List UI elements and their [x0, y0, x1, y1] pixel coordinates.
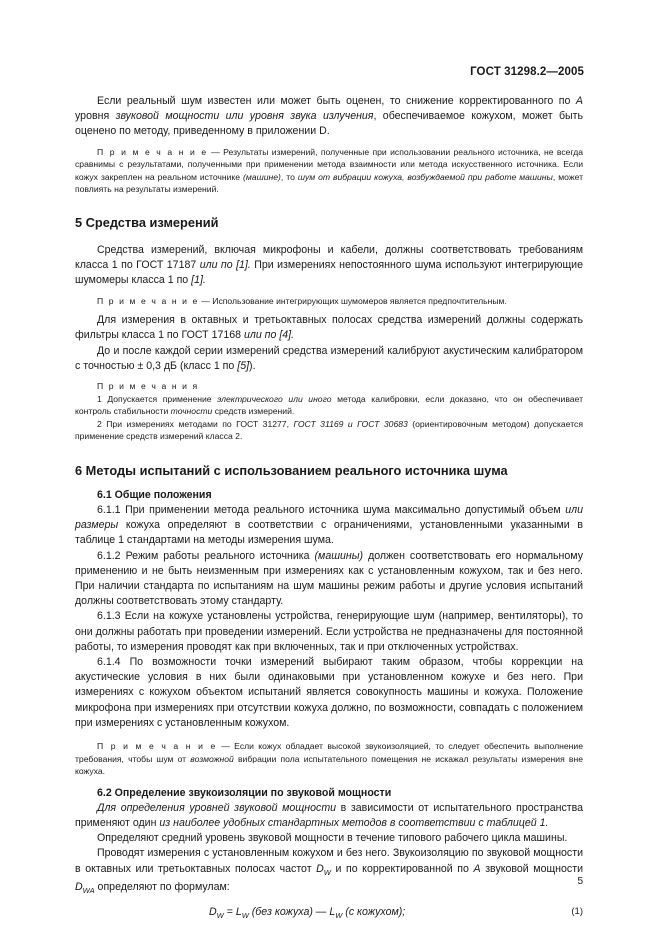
document-header: ГОСТ 31298.2—2005 — [470, 66, 584, 78]
subsection-6-1-title: 6.1 Общие положения — [97, 488, 212, 501]
intro-note: П р и м е ч а н и е — Результаты измерений, полученные при использовании реального источника, не всегда сравнимы с результатами, полученными при применении метода взаимности или метода искусственного источника. Если кожух закреплен на реальном источнике (машине), то шум от вибрации кожуха, возбуждаемой при работе машины, может повлиять на результаты измерений. — [75, 146, 584, 195]
paragraph-6-2-b: Определяют средний уровень звуковой мощности в течение типового рабочего цикла машины. — [97, 832, 568, 845]
page-number: 5 — [577, 876, 583, 887]
section5-paragraph-2: Для измерения в октавных и третьоктавных полосах средства измерений должны содержать фильтры класса 1 по ГОСТ 17168 или по [4]. — [75, 314, 583, 342]
section5-title: 5 Средства измерений — [75, 214, 219, 230]
section5-paragraph-3: До и после каждой серии измерений средства измерений калибруют акустическим калибратором с точностью ± 0,3 дБ (класс 1 по [5]). — [75, 344, 583, 372]
section5-notes-heading: П р и м е ч а н и я — [97, 381, 199, 391]
section5-note-1: 1 Допускается применение электрического или иного метода калибровки, если доказано, что он обеспечивает контроль стабильности точности средств измерений. — [75, 393, 584, 417]
paragraph-6-2-a: Для определения уровней звуковой мощности в зависимости от испытательного пространства применяют один из наиболее удобных стандартных методов в соответствии с таблицей 1. — [75, 801, 583, 829]
section5-note: П р и м е ч а н и е — Использование интегрирующих шумомеров является предпочтительным. — [97, 295, 507, 306]
intro-paragraph: Если реальный шум известен или может быть оценен, то снижение корректированного по А уровня звуковой мощности или уровня звука излучения, обеспечиваемое кожухом, может быть оценено по методу, приведенному в приложении D. — [75, 95, 583, 138]
paragraph-6-2-c: Проводят измерения с установленным кожухом и без него. Звукоизоляцию по звуковой мощности в октавных или третьоктавных полосах частот $D_W$ и по корректированной по А звуковой мощности $D_{WA}$ определяют по формулам: — [75, 847, 583, 896]
subsection-6-2-title: 6.2 Определение звукоизоляции по звуковой мощности — [97, 786, 392, 799]
section5-note-2: 2 При измерениях методами по ГОСТ 31277, ГОСТ 31169 и ГОСТ 30683 (ориентировочным методом) допускается применение средств измерений класса 2. — [75, 418, 583, 442]
formula-number: (1) — [571, 906, 583, 918]
formula-1 — [75, 906, 583, 924]
paragraph-6-1-4: 6.1.4 По возможности точки измерений выбирают таким образом, чтобы коррекции на акустические условия в них были одинаковыми при установленном кожухе и без него. При измерениях с кожухом объектом испытаний является совокупность машины и кожуха. Положение микрофона при измерениях при отсутствии кожуха должно, по возможности, совпадать с положением при измерениях с установленным кожухом. — [75, 656, 583, 729]
paragraph-6-1-1: 6.1.1 При применении метода реального источника шума максимально допустимый объем или размеры кожуха определяют в соответствии с ограничениями, установленными указанными в таблице 1 стандартами на методы измерения шума. — [75, 503, 583, 547]
page-content — [75, 94, 583, 924]
section6-title: 6 Методы испытаний с использованием реального источника шума — [75, 462, 508, 478]
section6-note: П р и м е ч а н и е — Если кожух обладает высокой звукоизоляцией, то следует обеспечить выполнение требования, чтобы шум от возможной вибрации пола испытательного помещения не искажал результаты измерения вне кожуха. — [75, 741, 583, 777]
paragraph-6-1-2: 6.1.2 Режим работы реального источника (машины) должен соответствовать его нормальному применению и не быть неизменным при измерениях как с установленным кожухом, так и без него. При наличии стандарта по испытаниям на шум машины режим работы и другие условия испытаний должны соответствовать этому стандарту. — [75, 549, 583, 608]
paragraph-6-1-3: 6.1.3 Если на кожухе установлены устройства, генерирующие шум (например, вентиляторы), то они должны работать при проведении измерений. Если устройства не предназначены для постоянной работы, то измерения проводят как при включенных, так и при отключенных устройствах. — [75, 610, 583, 653]
section5-paragraph-1: Средства измерений, включая микрофоны и кабели, должны соответствовать требованиям класса 1 по ГОСТ 17187 или по [1]. При измерениях непостоянного шума используют интегрирующие шумомеры класса 1 по [1]. — [75, 243, 583, 287]
formula-expression: $D_W = L_W$ (без кожуха) — $L_W$ (с кожухом); — [209, 906, 406, 921]
